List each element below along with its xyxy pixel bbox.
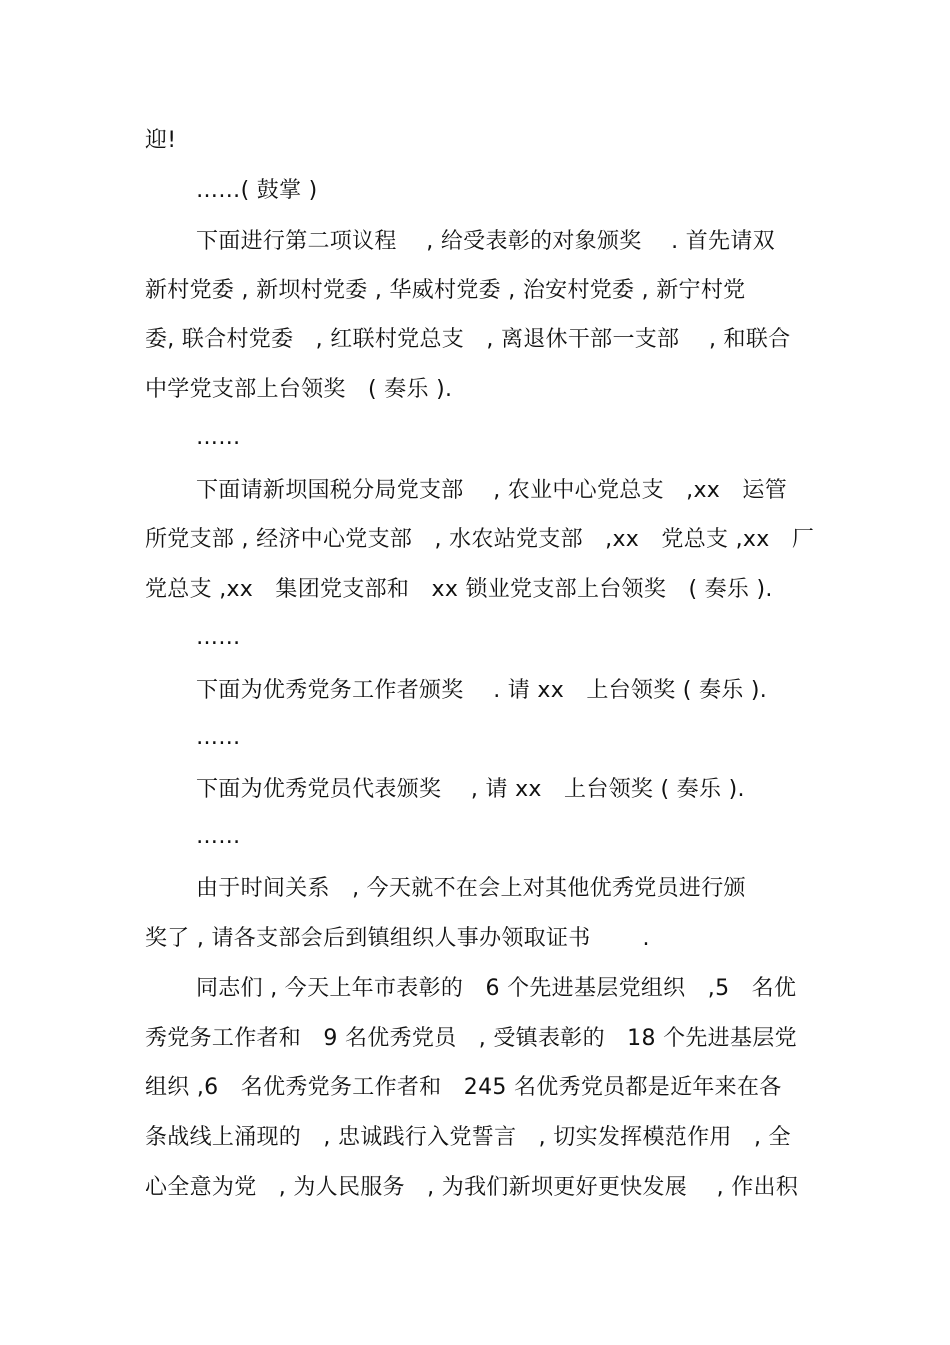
text-line: 秀党务工作者和 9 名优秀党员 , 受镇表彰的 18 个先进基层党 xyxy=(145,1026,797,1051)
paragraph-first-line: 下面进行第二项议程 , 给受表彰的对象颁奖 . 首先请双 xyxy=(196,229,775,254)
text-line: 党总支 ,xx 集团党支部和 xx 锁业党支部上台领奖 ( 奏乐 ). xyxy=(145,577,773,602)
paragraph-first-line: 同志们 , 今天上年市表彰的 6 个先进基层党组织 ,5 名优 xyxy=(196,976,797,1001)
paragraph-first-line: 下面请新坝国税分局党支部 , 农业中心党总支 ,xx 运管 xyxy=(196,478,788,503)
text-line: 新村党委 , 新坝村党委 , 华威村党委 , 治安村党委 , 新宁村党 xyxy=(145,278,746,303)
ellipsis-line: …… xyxy=(196,725,241,750)
text-line: ……( 鼓掌 ) xyxy=(196,178,318,203)
paragraph-first-line: 由于时间关系 , 今天就不在会上对其他优秀党员进行颁 xyxy=(196,876,746,901)
ellipsis-line: …… xyxy=(196,824,241,849)
text-line: 迎! xyxy=(145,128,177,153)
ellipsis-line: …… xyxy=(196,625,241,650)
paragraph-first-line: 下面为优秀党务工作者颁奖 . 请 xx 上台领奖 ( 奏乐 ). xyxy=(196,678,768,703)
ellipsis-line: …… xyxy=(196,425,241,450)
paragraph-first-line: 下面为优秀党员代表颁奖 , 请 xx 上台领奖 ( 奏乐 ). xyxy=(196,777,745,802)
text-line: 条战线上涌现的 , 忠诚践行入党誓言 , 切实发挥模范作用 , 全 xyxy=(145,1125,791,1150)
text-line: 中学党支部上台领奖 ( 奏乐 ). xyxy=(145,377,453,402)
text-line: 心全意为党 , 为人民服务 , 为我们新坝更好更快发展 , 作出积 xyxy=(145,1175,799,1200)
text-line: 所党支部 , 经济中心党支部 , 水农站党支部 ,xx 党总支 ,xx 厂 xyxy=(145,527,815,552)
text-line: 组织 ,6 名优秀党务工作者和 245 名优秀党员都是近年来在各 xyxy=(145,1075,782,1100)
text-line: 奖了 , 请各支部会后到镇组织人事办领取证书 . xyxy=(145,926,650,951)
text-line: 委, 联合村党委 , 红联村党总支 , 离退休干部一支部 , 和联合 xyxy=(145,327,791,352)
